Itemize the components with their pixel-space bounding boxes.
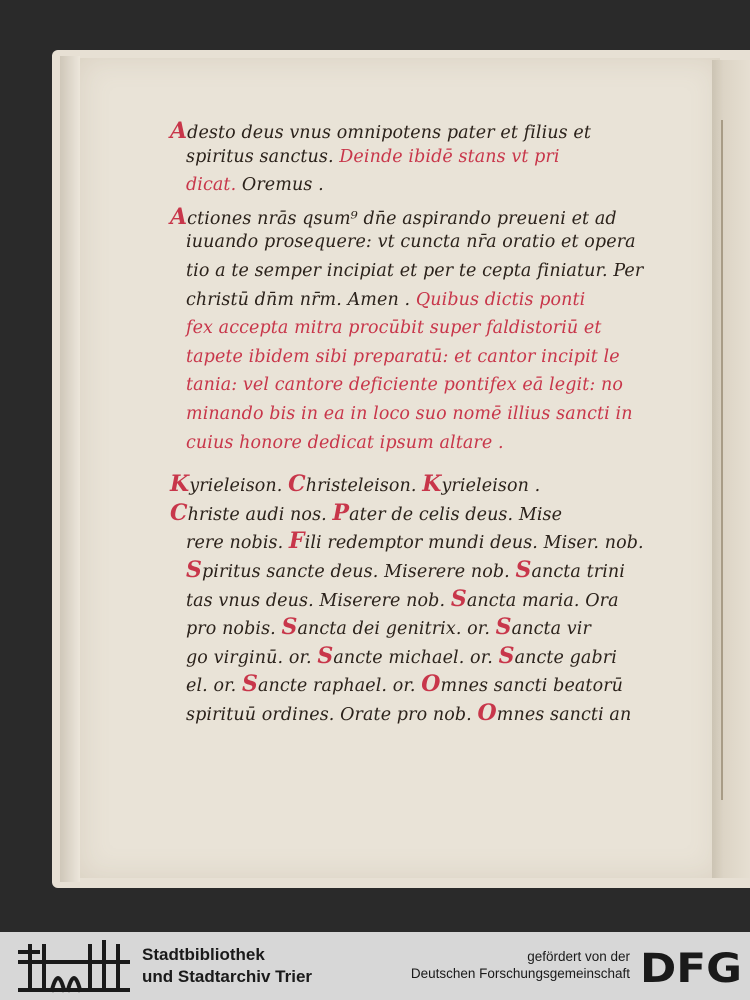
ink-text: ctiones nrās qsum⁹ dn̄e aspirando preueni et ad: [187, 208, 617, 229]
manuscript-line: [170, 118, 591, 144]
manuscript-line: [186, 643, 617, 669]
rubric-initial: F: [288, 528, 305, 555]
manuscript-line: [170, 500, 562, 526]
dfg-logo: [640, 946, 742, 986]
library-name-line1: Stadtbibliothek: [142, 945, 265, 964]
rubric-initial: A: [170, 118, 188, 144]
manuscript-line: [186, 232, 636, 252]
rubric-initial: O: [421, 671, 441, 698]
ink-text: ancta vir: [511, 619, 591, 640]
library-name-line2: und Stadtarchiv Trier: [142, 967, 313, 986]
ink-text: ancta dei genitrix. or.: [297, 619, 496, 640]
manuscript-line: [186, 375, 623, 395]
ink-text: piritus sancte deus. Miserere nob.: [202, 562, 516, 582]
library-logo-icon: [18, 940, 130, 994]
ink-text: yrieleison.: [189, 476, 289, 497]
funding-line2: Deutschen Forschungsgemeinschaft: [410, 966, 630, 981]
facing-page-edge: [712, 60, 750, 878]
manuscript-line: [186, 671, 623, 697]
rubric-initial: S: [241, 671, 258, 698]
ink-text: mnes sancti an: [496, 705, 632, 725]
ink-text: tio a te semper incipiat et per te cepta finiatur. Per: [186, 261, 644, 281]
ink-text: ancte raphael. or.: [257, 676, 422, 697]
gutter-line: [721, 120, 723, 800]
ink-text: tas vnus deus. Miserere nob.: [186, 590, 451, 611]
dfg-logo-text: DFG: [640, 946, 742, 986]
ink-text: yrieleison .: [441, 476, 541, 497]
rubric-text: minando bis in ea in loco suo nomē illius sancti in: [186, 404, 633, 424]
rubric-initial: C: [288, 471, 306, 498]
ink-text: ancte michael. or.: [333, 647, 499, 668]
ink-text: ancte gabri: [514, 647, 617, 668]
rubric-text: tapete ibidem sibi preparatū: et cantor incipit le: [186, 346, 620, 367]
rubric-initial: S: [515, 557, 532, 583]
rubric-initial: O: [477, 700, 497, 726]
library-name: [142, 944, 312, 988]
manuscript-line: [186, 404, 633, 424]
ink-text: christū dn̄m nr̄m. Amen .: [186, 289, 416, 310]
manuscript-line: [170, 204, 617, 230]
rubric-initial: K: [422, 471, 442, 498]
ink-text: el. or.: [186, 676, 242, 697]
rubric-text: Quibus dictis ponti: [415, 289, 586, 310]
ink-text: mnes sancti beatorū: [440, 676, 624, 697]
ink-text: spirituū ordines. Orate pro nob.: [186, 705, 478, 725]
manuscript-line: [186, 586, 619, 612]
ink-text: Oremus .: [236, 175, 324, 196]
ink-text: desto deus vnus omnipotens pater et filius et: [187, 123, 592, 143]
manuscript-line: [170, 471, 540, 497]
manuscript-line: [186, 528, 644, 554]
ink-text: pro nobis.: [186, 619, 282, 640]
rubric-initial: S: [498, 642, 515, 669]
manuscript-line: [186, 290, 585, 310]
manuscript-line: [186, 557, 625, 583]
manuscript-line: [186, 700, 631, 726]
ink-text: ancta maria. Ora: [466, 590, 619, 611]
manuscript-page: [80, 58, 720, 878]
manuscript-line: [186, 614, 591, 640]
manuscript-line: [186, 261, 643, 281]
ink-text: ancta trini: [531, 562, 625, 582]
ink-text: ili redemptor mundi deus. Miser. nob.: [304, 533, 644, 554]
rubric-initial: A: [170, 203, 188, 230]
rubric-text: fex accepta mitra procūbit super faldistoriū et: [186, 318, 602, 339]
manuscript-line: [186, 433, 504, 453]
manuscript-line: [186, 147, 560, 167]
rubric-initial: S: [450, 585, 467, 612]
ink-text: hriste audi nos.: [187, 504, 333, 525]
rubric-initial: C: [170, 499, 188, 526]
funding-line1: gefördert von der: [527, 949, 630, 964]
rubric-initial: S: [495, 614, 512, 641]
rubric-text: Deinde ibidē stans vt pri: [339, 146, 560, 167]
ink-text: spiritus sanctus.: [186, 146, 340, 167]
ink-text: ater de celis deus. Mise: [349, 504, 563, 525]
page-edges: [60, 56, 80, 882]
rubric-initial: S: [317, 642, 334, 669]
ink-text: go virginū. or.: [186, 647, 318, 668]
rubric-initial: K: [170, 471, 190, 498]
manuscript-line: [186, 318, 602, 338]
rubric-initial: S: [281, 614, 298, 641]
rubric-text: cuius honore dedicat ipsum altare .: [186, 432, 504, 453]
rubric-text: dicat.: [186, 175, 237, 196]
manuscript-line: [186, 347, 620, 367]
funding-note: [411, 948, 630, 982]
rubric-initial: S: [186, 557, 202, 583]
rubric-initial: P: [332, 499, 350, 526]
ink-text: hristeleison.: [305, 476, 423, 497]
ink-text: rere nobis.: [186, 533, 289, 554]
ink-text: iuuando prosequere: vt cuncta nr̄a oratio et opera: [186, 232, 636, 253]
rubric-text: tania: vel cantore deficiente pontifex eā legit: no: [186, 375, 624, 396]
manuscript-line: [186, 175, 324, 195]
